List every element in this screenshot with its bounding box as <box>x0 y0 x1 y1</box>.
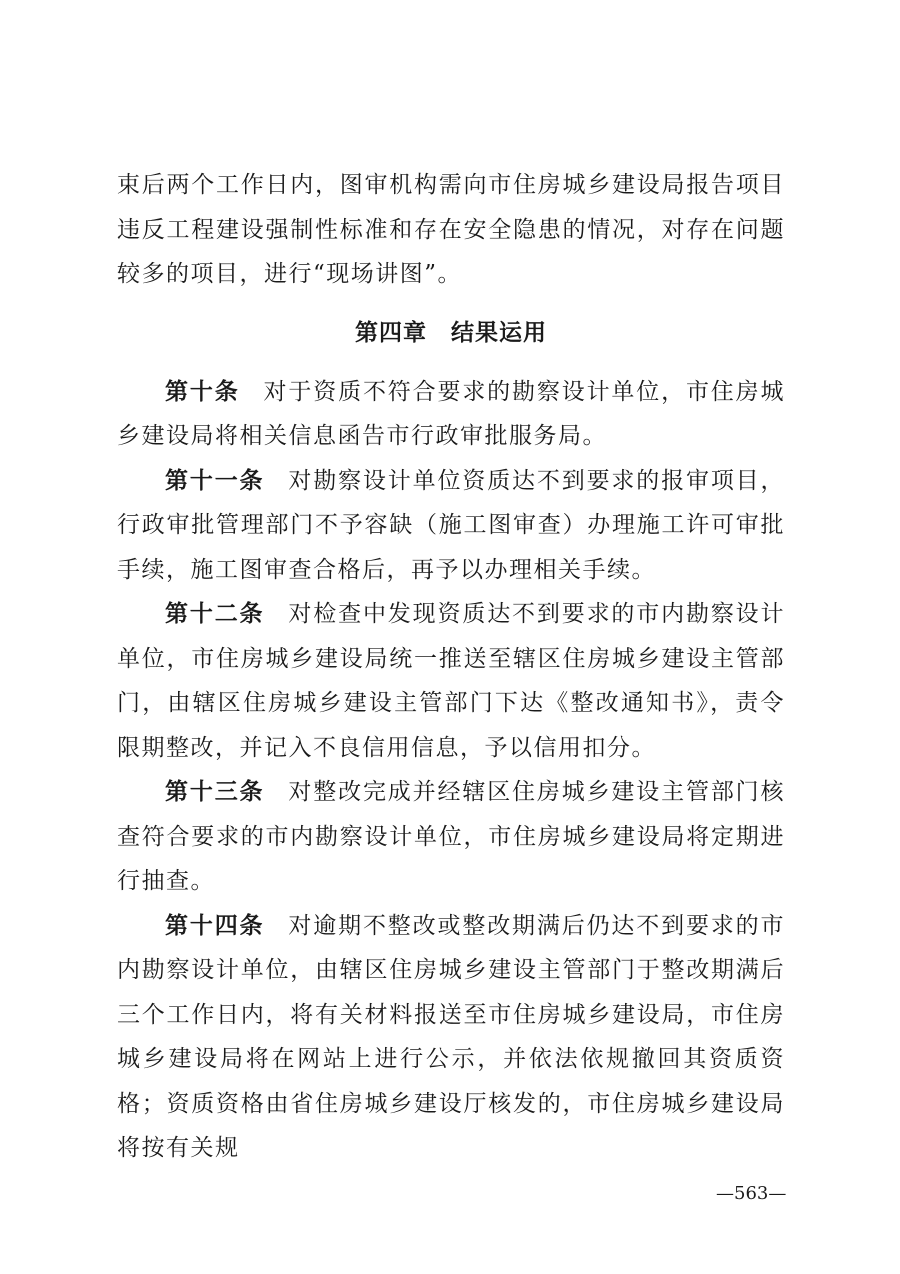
chapter-heading: 第四章 结果运用 <box>355 318 547 346</box>
article-number: 第十条 <box>165 377 240 405</box>
article-10 <box>117 370 785 459</box>
article-text: 对整改完成并经辖区住房城乡建设主管部门核查符合要求的市内勘察设计单位，市住房城乡建设局将定期进行抽查。 <box>117 779 786 894</box>
article-number: 第十二条 <box>165 600 265 627</box>
article-11 <box>117 459 785 593</box>
article-text: 对逾期不整改或整改期满后仍达不到要求的市内勘察设计单位，由辖区住房城乡建设主管部门于整改期满后三个工作日内，将有关材料报送至市住房城乡建设局，市住房城乡建设局将在网站上进行公示，并依法依规撤回其资质资格；资质资格由省住房城乡建设厅核发的，市住房城乡建设局将按有关规 <box>117 912 786 1161</box>
article-13 <box>117 770 785 904</box>
article-text: 对勘察设计单位资质达不到要求的报审项目，行政审批管理部门不予容缺（施工图审查）办理施工许可审批手续，施工图审查合格后，再予以办理相关手续。 <box>117 467 786 583</box>
article-text: 对检查中发现资质达不到要求的市内勘察设计单位，市住房城乡建设局统一推送至辖区住房城乡建设主管部门，由辖区住房城乡建设主管部门下达《整改通知书》，责令限期整改，并记入不良信用信息，予以信用扣分。 <box>117 601 786 761</box>
article-number: 第十一条 <box>165 466 265 494</box>
article-number: 第十三条 <box>165 778 265 805</box>
article-text: 对于资质不符合要求的勘察设计单位，市住房城乡建设局将相关信息函告市行政审批服务局。 <box>117 378 786 449</box>
page-number: —563— <box>716 1183 787 1204</box>
continuation-paragraph: 束后两个工作日内，图审机构需向市住房城乡建设局报告项目违反工程建设强制性标准和存在安全隐患的情况，对存在问题较多的项目，进行“现场讲图”。 <box>117 172 785 287</box>
article-number: 第十四条 <box>165 911 265 939</box>
document-page <box>117 163 785 1171</box>
article-12 <box>117 592 785 770</box>
article-14 <box>117 904 785 1171</box>
